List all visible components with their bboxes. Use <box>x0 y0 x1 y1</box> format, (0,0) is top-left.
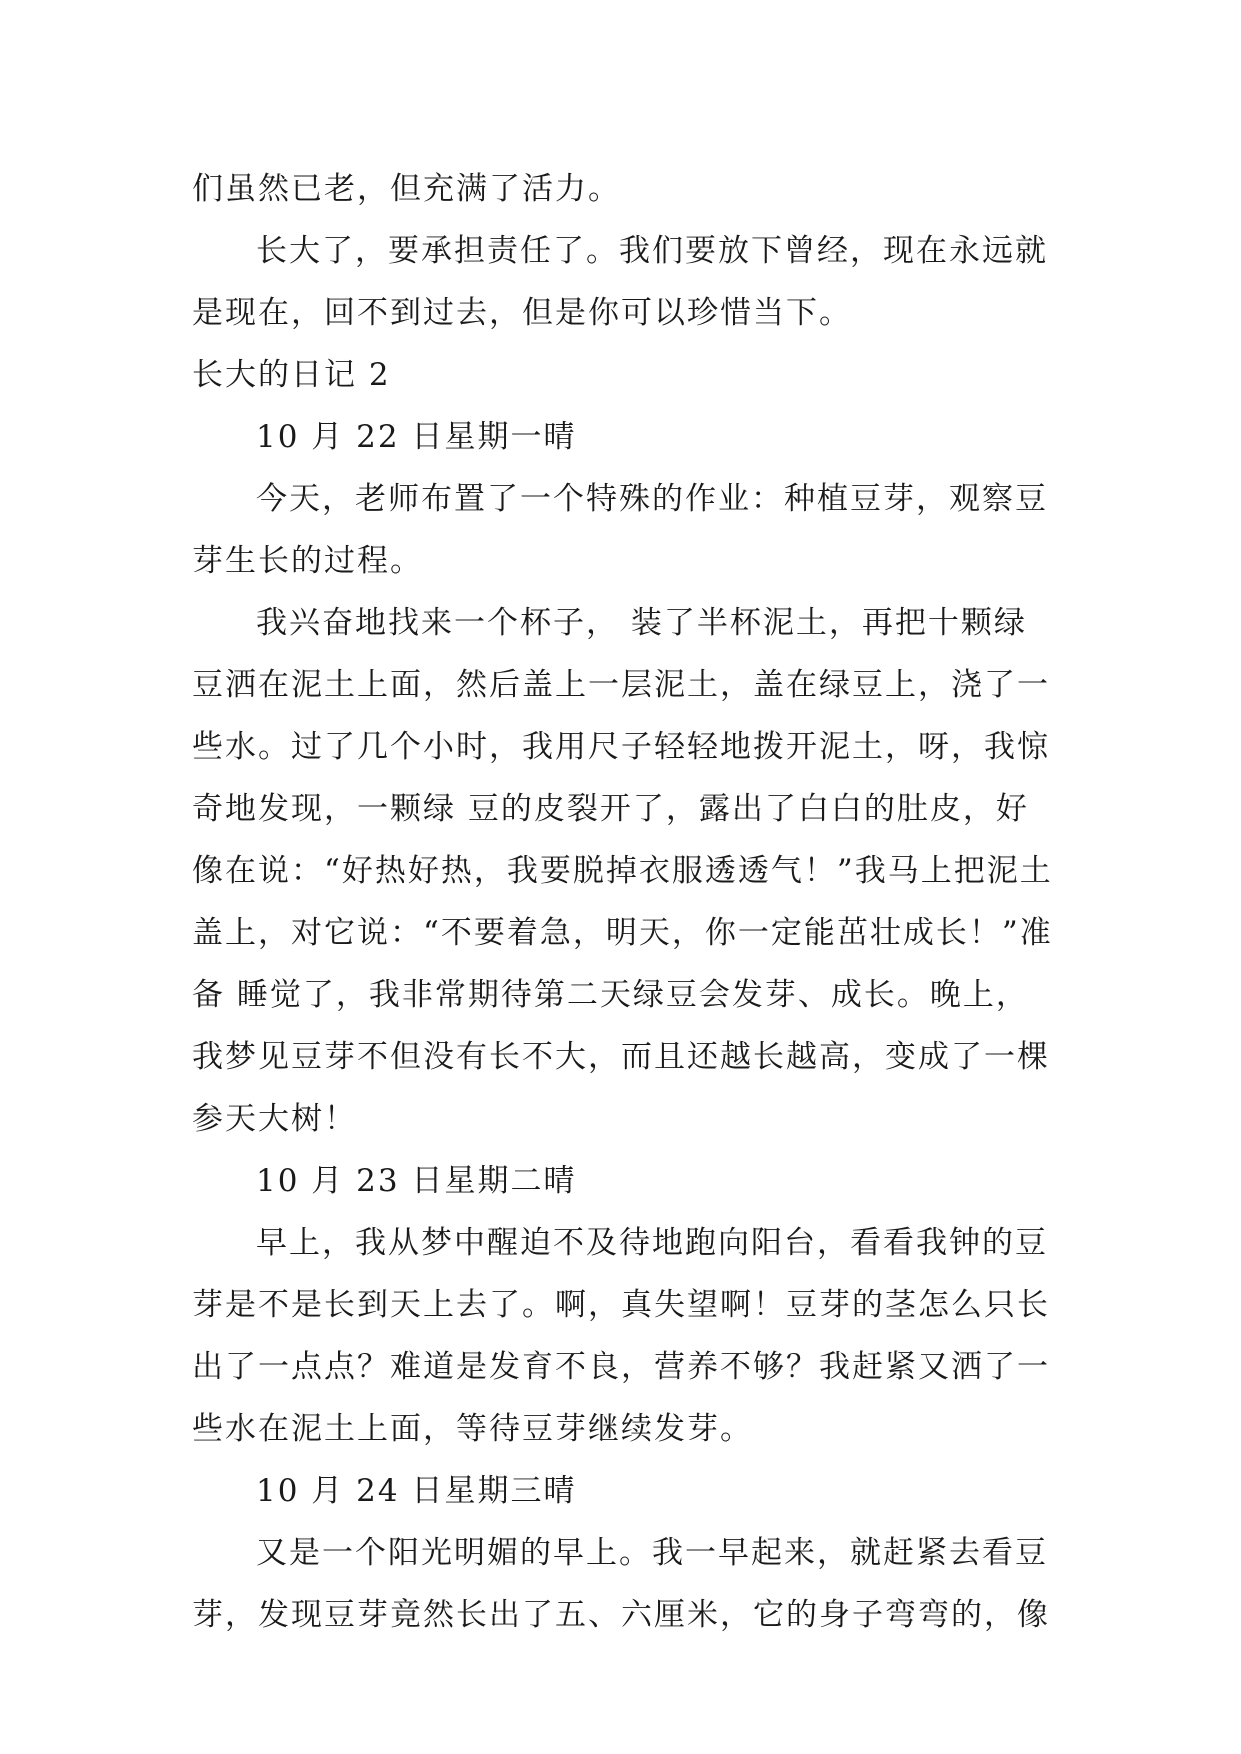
text-line: 是现在，回不到过去，但是你可以珍惜当下。 <box>192 295 852 331</box>
paragraph-p-grow-up <box>192 220 1064 344</box>
text-line: 今天，老师布置了一个特殊的作业：种植豆芽，观察豆 <box>256 481 1048 517</box>
text-line: 早上，我从梦中醒迫不及待地跑向阳台，看看我钟的豆 <box>256 1225 1048 1261</box>
paragraph-section-title <box>192 344 1064 406</box>
paragraph-p-morning <box>192 1212 1064 1460</box>
text-line: 10 月 24 日星期三晴 <box>256 1473 577 1509</box>
text-line: 豆洒在泥土上面，然后盖上一层泥土，盖在绿豆上，浇了一 <box>192 667 1050 703</box>
text-line: 芽是不是长到天上去了。啊，真失望啊！豆芽的茎怎么只长 <box>192 1287 1050 1323</box>
text-line: 奇地发现，一颗绿 豆的皮裂开了，露出了白白的肚皮，好 <box>192 791 1029 827</box>
text-line: 像在说：“好热好热，我要脱掉衣服透透气！”我马上把泥土 <box>192 853 1053 889</box>
paragraph-date-1 <box>192 406 1064 468</box>
paragraph-p-homework <box>192 468 1064 592</box>
paragraph-date-2 <box>192 1150 1064 1212</box>
text-line: 些水。过了几个小时，我用尺子轻轻地拨开泥土，呀，我惊 <box>192 729 1050 765</box>
text-line: 我兴奋地找来一个杯子， 装了半杯泥土，再把十颗绿 <box>256 605 1027 641</box>
document-body <box>192 158 1064 1646</box>
text-line: 盖上，对它说：“不要着急，明天，你一定能茁壮成长！”准 <box>192 915 1053 951</box>
text-line: 备 睡觉了，我非常期待第二天绿豆会发芽、成长。晚上， <box>192 977 1029 1013</box>
text-line: 芽，发现豆芽竟然长出了五、六厘米，它的身子弯弯的，像 <box>192 1597 1050 1633</box>
text-line: 芽生长的过程。 <box>192 543 423 579</box>
text-line: 长大的日记 2 <box>192 357 391 393</box>
text-line: 又是一个阳光明媚的早上。我一早起来，就赶紧去看豆 <box>256 1535 1048 1571</box>
text-line: 出了一点点？难道是发育不良，营养不够？我赶紧又洒了一 <box>192 1349 1050 1385</box>
paragraph-p-sunny <box>192 1522 1064 1646</box>
paragraph-date-3 <box>192 1460 1064 1522</box>
text-line: 些水在泥土上面，等待豆芽继续发芽。 <box>192 1411 753 1447</box>
text-line: 们虽然已老，但充满了活力。 <box>192 171 621 207</box>
paragraph-p-continuation <box>192 158 1064 220</box>
text-line: 10 月 23 日星期二晴 <box>256 1163 577 1199</box>
text-line: 长大了，要承担责任了。我们要放下曾经，现在永远就 <box>256 233 1048 269</box>
text-line: 参天大树！ <box>192 1101 357 1137</box>
text-line: 我梦见豆芽不但没有长不大，而且还越长越高，变成了一棵 <box>192 1039 1050 1075</box>
text-line: 10 月 22 日星期一晴 <box>256 419 577 455</box>
paragraph-p-planting <box>192 592 1064 1150</box>
